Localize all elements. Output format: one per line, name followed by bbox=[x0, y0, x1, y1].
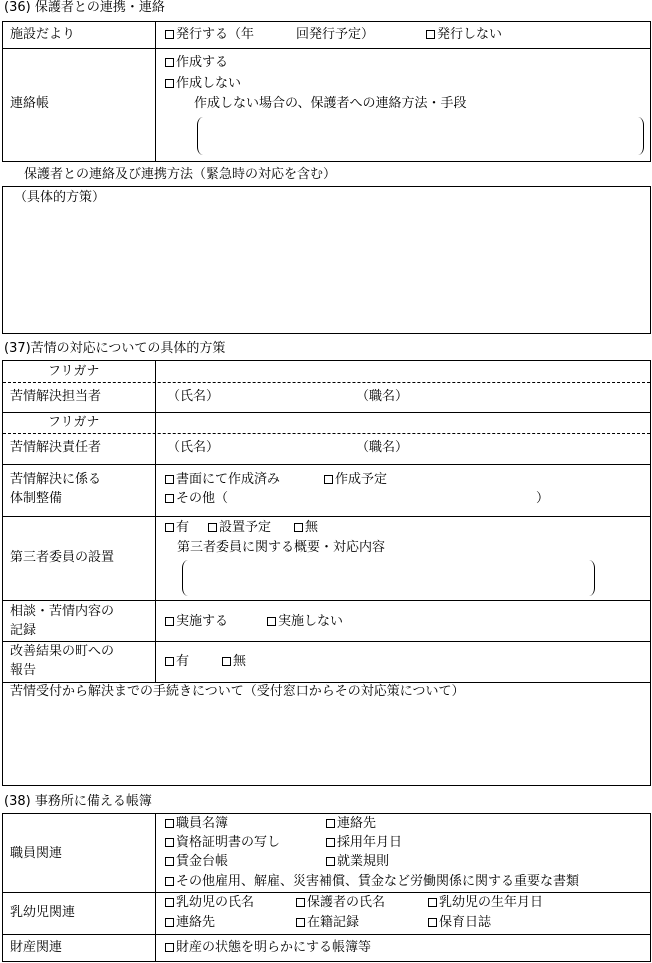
procedure-label: 苦情受付から解決までの手続きについて（受付窓口からその対応策について） bbox=[10, 684, 465, 699]
staff-other-item[interactable]: その他雇用、解雇、災害補償、賃金など労働関係に関する重要な書類 bbox=[165, 875, 579, 888]
responsible-name-label: （氏名） bbox=[167, 440, 220, 455]
newsletter-issue-times: 回発行予定） bbox=[296, 27, 375, 42]
divider bbox=[2, 600, 651, 601]
cooperation-box[interactable] bbox=[2, 186, 651, 334]
resolver-name-label: （氏名） bbox=[167, 389, 220, 404]
divider bbox=[2, 464, 651, 465]
divider bbox=[155, 813, 156, 962]
checkbox[interactable] bbox=[426, 30, 435, 39]
infant-item[interactable]: 乳幼児の生年月日 bbox=[428, 896, 543, 909]
close-paren: ） bbox=[536, 491, 550, 506]
divider bbox=[155, 21, 156, 162]
infant-item[interactable]: 乳幼児の氏名 bbox=[165, 896, 254, 909]
staff-label: 職員関連 bbox=[10, 846, 63, 861]
staff-item[interactable]: 職員名簿 bbox=[165, 817, 228, 830]
furigana-label: フリガナ bbox=[48, 415, 100, 430]
infant-item[interactable]: 連絡先 bbox=[165, 916, 215, 929]
checkbox[interactable] bbox=[165, 877, 174, 886]
checkbox[interactable] bbox=[165, 617, 174, 626]
newsletter-issue-option[interactable]: 発行する（年 bbox=[165, 28, 254, 41]
checkbox[interactable] bbox=[324, 475, 333, 484]
checkbox[interactable] bbox=[165, 838, 174, 847]
responsible-label: 苦情解決責任者 bbox=[10, 440, 102, 455]
third-party-note: 第三者委員に関する概要・対応内容 bbox=[177, 540, 386, 555]
staff-item[interactable]: 資格証明書の写し bbox=[165, 836, 280, 849]
system-plan-option[interactable]: 作成予定 bbox=[324, 473, 387, 486]
cooperation-heading: 保護者との連絡及び連携方法（緊急時の対応を含む） bbox=[24, 167, 337, 182]
close-bracket bbox=[587, 560, 595, 596]
checkbox[interactable] bbox=[326, 838, 335, 847]
checkbox[interactable] bbox=[165, 898, 174, 907]
contact-book-create-option[interactable]: 作成する bbox=[165, 56, 228, 69]
divider bbox=[2, 412, 651, 413]
infant-item[interactable]: 在籍記録 bbox=[296, 916, 359, 929]
assets-label: 財産関連 bbox=[10, 940, 63, 955]
third-party-label: 第三者委員の設置 bbox=[10, 550, 115, 565]
checkbox[interactable] bbox=[428, 918, 437, 927]
record-dont-option[interactable]: 実施しない bbox=[267, 615, 343, 628]
divider bbox=[2, 516, 651, 517]
checkbox[interactable] bbox=[165, 30, 174, 39]
contact-book-note: 作成しない場合の、保護者への連絡方法・手段 bbox=[194, 96, 467, 111]
responsible-title-label: （職名） bbox=[356, 440, 409, 455]
third-party-no-option[interactable]: 無 bbox=[294, 521, 318, 534]
contact-table bbox=[2, 21, 651, 162]
checkbox[interactable] bbox=[165, 657, 174, 666]
record-label-1: 相談・苦情内容の bbox=[10, 604, 115, 619]
divider bbox=[2, 934, 651, 935]
checkbox[interactable] bbox=[326, 857, 335, 866]
checkbox[interactable] bbox=[165, 494, 174, 503]
checkbox[interactable] bbox=[296, 898, 305, 907]
checkbox[interactable] bbox=[428, 898, 437, 907]
dashed-divider bbox=[3, 433, 650, 434]
report-label-1: 改善結果の町への bbox=[10, 644, 115, 659]
close-bracket bbox=[636, 117, 644, 155]
dashed-divider bbox=[3, 382, 650, 383]
divider bbox=[2, 641, 651, 642]
system-doc-option[interactable]: 書面にて作成済み bbox=[165, 473, 280, 486]
open-bracket bbox=[197, 117, 205, 155]
newsletter-no-issue-option[interactable]: 発行しない bbox=[426, 28, 502, 41]
checkbox[interactable] bbox=[165, 523, 174, 532]
divider bbox=[2, 682, 651, 683]
staff-item[interactable]: 就業規則 bbox=[326, 855, 389, 868]
infant-item[interactable]: 保育日誌 bbox=[428, 916, 491, 929]
furigana-label: フリガナ bbox=[48, 364, 100, 379]
checkbox[interactable] bbox=[165, 819, 174, 828]
assets-item[interactable]: 財産の状態を明らかにする帳簿等 bbox=[165, 941, 371, 954]
newsletter-label: 施設だより bbox=[10, 27, 76, 42]
checkbox[interactable] bbox=[165, 857, 174, 866]
contact-book-label: 連絡帳 bbox=[10, 96, 50, 111]
checkbox[interactable] bbox=[165, 79, 174, 88]
checkbox[interactable] bbox=[165, 58, 174, 67]
report-no-option[interactable]: 無 bbox=[222, 655, 246, 668]
third-party-plan-option[interactable]: 設置予定 bbox=[208, 521, 271, 534]
system-label-2: 体制整備 bbox=[10, 491, 63, 506]
divider bbox=[2, 892, 651, 893]
third-party-yes-option[interactable]: 有 bbox=[165, 521, 189, 534]
divider bbox=[155, 360, 156, 682]
report-yes-option[interactable]: 有 bbox=[165, 655, 189, 668]
record-label-2: 記録 bbox=[10, 623, 37, 638]
checkbox[interactable] bbox=[296, 918, 305, 927]
infant-label: 乳幼児関連 bbox=[10, 905, 76, 920]
infant-item[interactable]: 保護者の氏名 bbox=[296, 896, 385, 909]
staff-item[interactable]: 連絡先 bbox=[326, 817, 376, 830]
checkbox[interactable] bbox=[222, 657, 231, 666]
section-38-heading: (38) 事務所に備える帳簿 bbox=[4, 794, 152, 809]
checkbox[interactable] bbox=[165, 943, 174, 952]
checkbox[interactable] bbox=[294, 523, 303, 532]
checkbox[interactable] bbox=[326, 819, 335, 828]
divider bbox=[2, 48, 651, 49]
record-do-option[interactable]: 実施する bbox=[165, 615, 228, 628]
checkbox[interactable] bbox=[165, 918, 174, 927]
section-37-heading: (37)苦情の対応についての具体的方策 bbox=[4, 341, 226, 356]
section-36-heading: (36) 保護者との連携・連絡 bbox=[4, 0, 165, 15]
staff-item[interactable]: 採用年月日 bbox=[326, 836, 402, 849]
system-label-1: 苦情解決に係る bbox=[10, 472, 102, 487]
specific-measures-label: （具体的方策） bbox=[14, 190, 106, 205]
report-label-2: 報告 bbox=[10, 663, 37, 678]
checkbox[interactable] bbox=[165, 475, 174, 484]
resolver-label: 苦情解決担当者 bbox=[10, 389, 102, 404]
checkbox[interactable] bbox=[267, 617, 276, 626]
staff-item[interactable]: 賃金台帳 bbox=[165, 855, 228, 868]
checkbox[interactable] bbox=[208, 523, 217, 532]
contact-book-no-create-option[interactable]: 作成しない bbox=[165, 77, 241, 90]
open-bracket bbox=[182, 560, 190, 596]
resolver-title-label: （職名） bbox=[356, 389, 409, 404]
system-other-option[interactable]: その他（ bbox=[165, 492, 228, 505]
